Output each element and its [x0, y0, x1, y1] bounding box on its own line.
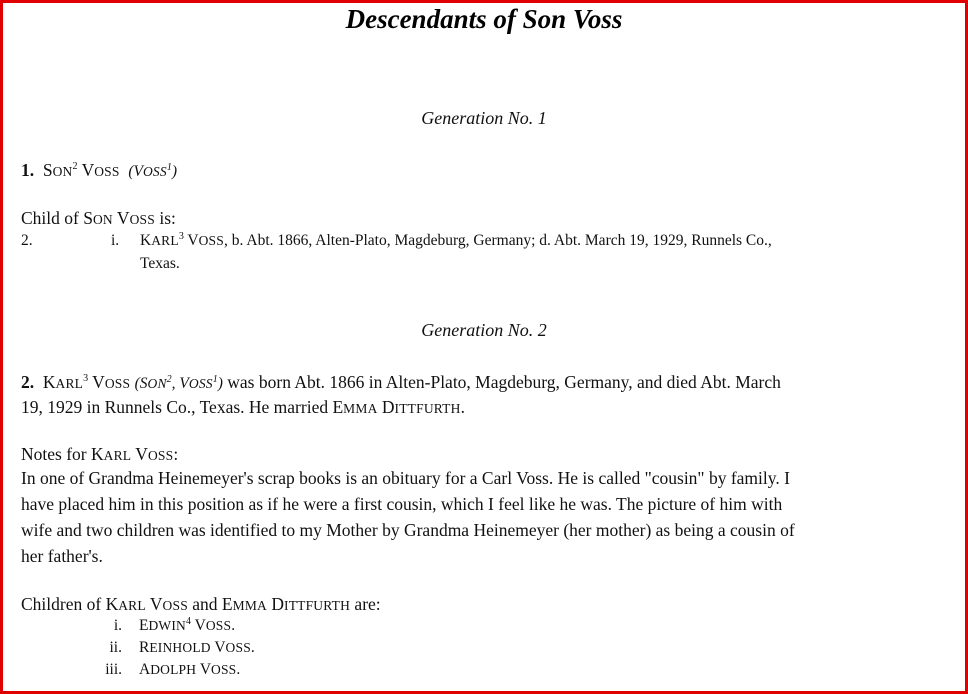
child-roman: iii. [105, 661, 122, 678]
entry-son-voss [21, 160, 177, 181]
list-item: REINHOLD VOSS. [139, 639, 255, 656]
entry-name: SON$^2$ VOSS [42, 160, 120, 180]
child-intro: Child of SON VOSS is: [21, 208, 176, 228]
generation-2-heading: Generation No. 2 [421, 320, 547, 340]
list-item: EDWIN$^4$ VOSS. [139, 615, 236, 634]
entry-karl-voss: 2. KARL$^3$ VOSS (SON$^2$, VOSS$^1$) was born Abt. 1866 in Alten-Plato, Magdeburg, Germany, and died Abt. March [21, 372, 781, 392]
children-intro: Children of KARL VOSS and EMMA DITTFURTH are: [21, 594, 381, 614]
entry-ancestry: (SON$^2$, VOSS$^1$) [134, 373, 223, 392]
notes-intro: Notes for KARL VOSS: [21, 444, 179, 464]
child-details-line2: Texas. [140, 255, 180, 272]
child-roman: i. [111, 232, 120, 249]
entry-number: 1. [21, 160, 35, 180]
child-karl-voss: KARL$^3$ VOSS, b. Abt. 1866, Alten-Plato, Magdeburg, Germany; d. Abt. March 19, 1929, Runnels Co., [140, 230, 772, 249]
generation-1-heading: Generation No. 1 [421, 108, 547, 128]
notes-line: have placed him in this position as if he were a first cousin, which I feel like he was. The picture of him with [21, 494, 783, 514]
child-roman: i. [113, 617, 122, 634]
notes-line: In one of Grandma Heinemeyer's scrap books is an obituary for a Carl Voss. He is called "cousin" by family. I [21, 468, 790, 488]
notes-line: wife and two children was identified to my Mother by Grandma Heinemeyer (her mother) as being a cousin of [21, 520, 795, 540]
child-index: 2. [21, 232, 33, 249]
document-title: Descendants of Son Voss [345, 4, 623, 34]
notes-line: her father's. [21, 546, 103, 566]
child-roman: ii. [109, 639, 122, 656]
list-item: ADOLPH VOSS. [139, 661, 241, 678]
entry-karl-voss-line2: 19, 1929 in Runnels Co., Texas. He married EMMA DITTFURTH. [21, 397, 465, 417]
entry-ancestry: (VOSS$^1$) [128, 161, 178, 180]
